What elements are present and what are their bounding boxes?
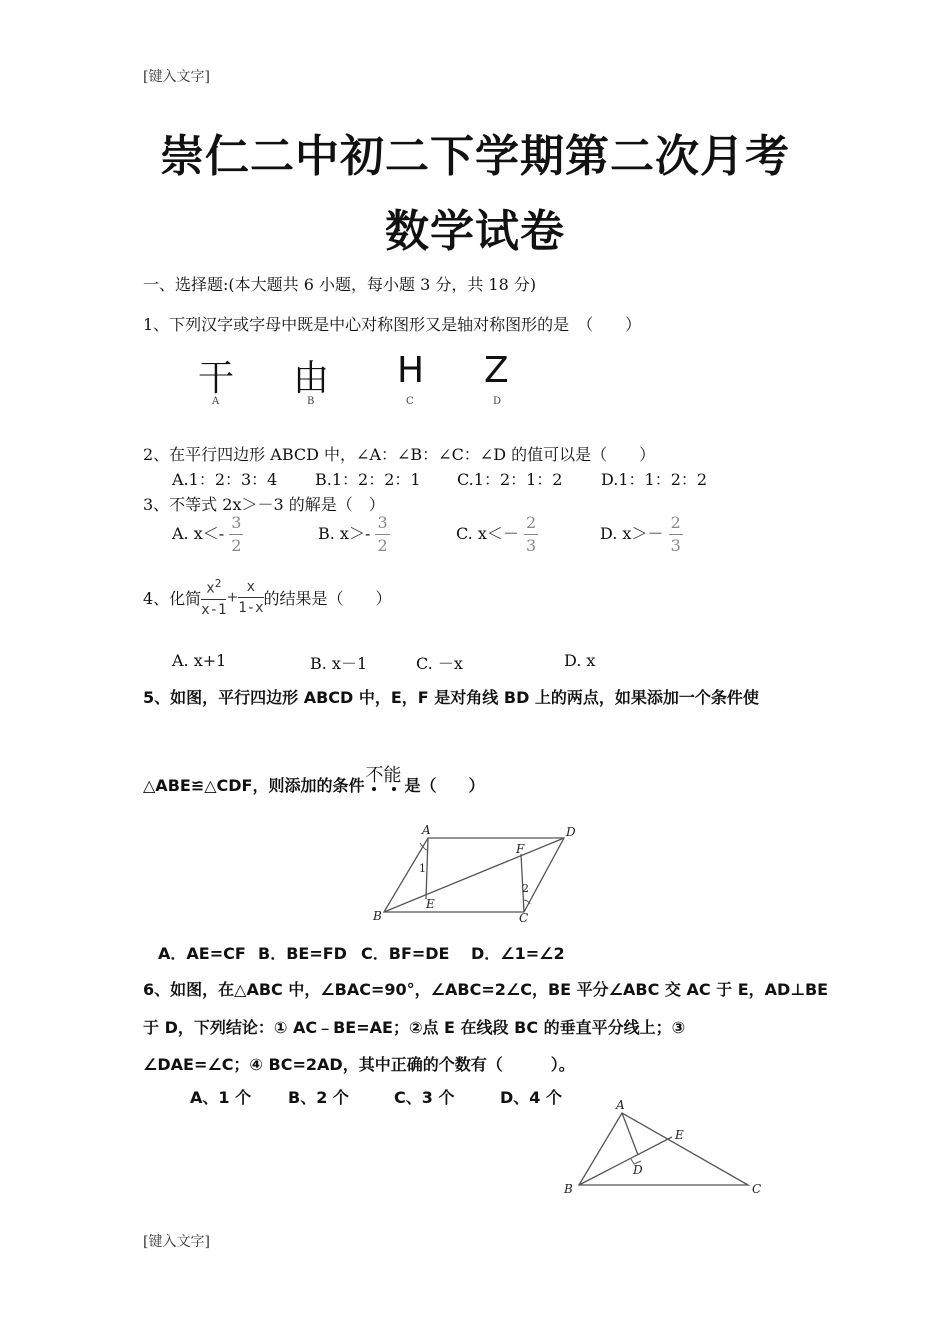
q1-label-c: C — [406, 396, 414, 407]
q6-stem-line1: 6、如图，在△ABC 中，∠BAC=90°，∠ABC=2∠C，BE 平分∠ABC 交 AC 于 E，AD⊥BE — [143, 980, 829, 999]
q4-option-a: A. x+1 — [172, 651, 227, 670]
q6-triangle-figure — [555, 1093, 770, 1201]
q6-option-b: B、2 个 — [288, 1088, 349, 1107]
page-subtitle: 数学试卷 — [385, 206, 565, 257]
q5-option-a: A．AE=CF — [158, 944, 246, 963]
fraction-denominator: 2 — [377, 536, 388, 555]
q1-glyph-d: Z — [484, 350, 509, 391]
page-footer: [键入文字] — [143, 1234, 210, 1250]
q4-prefix: 4、化简 — [143, 588, 202, 608]
q3-option-b-fraction — [375, 515, 389, 554]
fig5-label-e: E — [426, 897, 435, 911]
fraction-denominator: x-1 — [201, 601, 227, 618]
fig6-label-b: B — [564, 1182, 573, 1196]
q3-option-d — [600, 515, 683, 554]
segment-ae — [426, 838, 428, 899]
q5-option-c: C．BF=DE — [361, 944, 450, 963]
q1-glyph-b: 由 — [293, 358, 330, 399]
fraction-numerator: 2 — [524, 515, 538, 535]
q4-fraction-1 — [201, 578, 226, 617]
fraction-numerator: 2 — [669, 515, 683, 535]
q5-option-b: B．BE=FD — [258, 944, 347, 963]
fraction-denominator: 3 — [525, 536, 537, 555]
q5-parallelogram-figure — [368, 820, 588, 930]
page-title: 崇仁二中初二下学期第二次月考 — [160, 131, 790, 182]
q4-option-b: B. x－1 — [310, 654, 368, 673]
q3-option-a-fraction — [229, 515, 243, 554]
fig5-label-f: F — [516, 842, 525, 856]
q3-option-d-label: D. x＞－ — [600, 524, 664, 543]
fig5-label-angle1: 1 — [419, 862, 426, 875]
q5-stem: 5、如图，平行四边形 ABCD 中，E，F 是对角线 BD 上的两点，如果添加一个条件使 — [143, 688, 759, 707]
q3-option-c-label: C. x＜－ — [456, 524, 519, 543]
q6-option-c: C、3 个 — [394, 1088, 455, 1107]
q5-option-d: D．∠1=∠2 — [471, 944, 565, 963]
q3-option-c-fraction — [524, 515, 538, 554]
q3-option-b — [318, 515, 390, 554]
fig5-label-angle2: 2 — [522, 882, 529, 895]
fraction-numerator: x — [238, 580, 263, 598]
q3-option-b-label: B. x＞- — [318, 524, 371, 543]
q4-fraction-2 — [238, 580, 263, 615]
exponent: 2 — [214, 577, 222, 590]
fig5-label-d: D — [566, 825, 576, 839]
fraction-denominator: 1-x — [238, 599, 264, 616]
q5-line2-prefix: △ABE≌△CDF，则添加的条件 — [143, 776, 365, 795]
q5-emphasis-wrap — [364, 765, 404, 795]
q2-stem: 2、在平行四边形 ABCD 中，∠A：∠B：∠C：∠D 的值可以是（ ） — [143, 445, 656, 464]
q3-option-d-fraction — [669, 515, 683, 554]
triangle-abc — [579, 1113, 748, 1185]
q6-stem-line2: 于 D，下列结论：① AC﹣BE=AE；②点 E 在线段 BC 的垂直平分线上；③ — [143, 1018, 686, 1037]
q6-option-a: A、1 个 — [190, 1088, 252, 1107]
fraction-numerator: 3 — [375, 515, 389, 535]
q4-plus: + — [226, 589, 239, 606]
q1-label-d: D — [493, 396, 502, 407]
q3-stem: 3、不等式 2x＞－3 的解是（ ） — [143, 495, 385, 514]
fraction-numerator: x — [206, 580, 215, 597]
q3-option-a-label: A. x＜- — [172, 524, 225, 543]
q2-option-d: D.1：1：2：2 — [601, 470, 708, 489]
fig5-label-b: B — [373, 909, 382, 923]
q2-option-b: B.1：2：2：1 — [315, 470, 421, 489]
fraction-numerator: 3 — [229, 515, 243, 535]
section-heading: 一、选择题:(本大题共 6 小题，每小题 3 分，共 18 分) — [143, 275, 537, 294]
fraction-denominator: 3 — [670, 536, 681, 555]
segment-ad — [622, 1113, 638, 1155]
q1-label-a: A — [212, 396, 220, 407]
fig6-label-d: D — [633, 1163, 643, 1177]
q1-glyph-c: H — [397, 350, 425, 391]
fig6-label-a: A — [616, 1098, 625, 1112]
q1-label-b: B — [307, 396, 315, 407]
q2-option-a: A.1：2：3：4 — [172, 470, 278, 489]
fraction-denominator: 2 — [231, 536, 242, 555]
fig6-label-c: C — [752, 1182, 762, 1196]
q4-suffix: 的结果是（ ） — [263, 588, 392, 608]
q6-stem-line3: ∠DAE=∠C；④ BC=2AD，其中正确的个数有（ ）。 — [143, 1055, 575, 1074]
q3-option-c — [456, 515, 538, 554]
fig5-label-c: C — [519, 911, 529, 925]
q3-option-a — [172, 515, 243, 554]
q5-emphasis: 不能 — [365, 765, 402, 786]
q5-stem-line2 — [143, 765, 485, 796]
q4-stem — [143, 578, 392, 617]
q4-option-d: D. x — [564, 651, 596, 670]
fig5-label-a: A — [422, 823, 431, 837]
q1-stem: 1、下列汉字或字母中既是中心对称图形又是轴对称图形的是 （ ） — [143, 315, 642, 334]
q2-option-c: C.1：2：1：2 — [457, 470, 563, 489]
fig6-label-e: E — [675, 1128, 684, 1142]
q1-glyph-a: 干 — [198, 358, 235, 399]
q4-option-c: C. －x — [416, 654, 463, 673]
q6-option-d: D、4 个 — [500, 1088, 562, 1107]
page-header: [键入文字] — [143, 69, 210, 85]
diagonal-bd — [384, 838, 564, 912]
q5-line2-suffix: 是（ ） — [404, 776, 485, 795]
